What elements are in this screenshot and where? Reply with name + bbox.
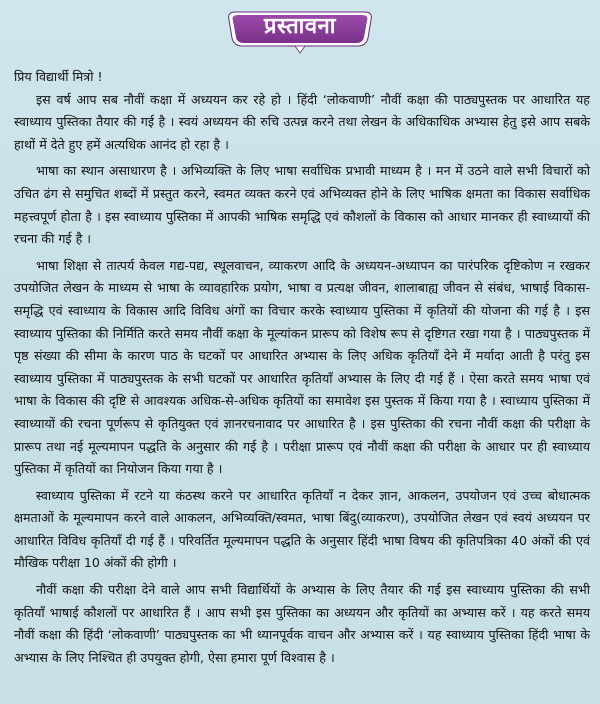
page-title: प्रस्तावना xyxy=(264,14,336,39)
paragraph-closing: नौवीं कक्षा की परीक्षा देने वाले आप सभी विद्यार्थियों के अभ्यास के लिए तैयार की गई इस स्वाध्याय पुस्तिका की सभी कृतियाँ भाषाई कौशलों पर आधारित हैं । आप सभी इस पुस्तिका का अध्ययन और कृतियों का अभ्यास करें । यह करते समय नौवीं कक्षा की हिंदी ‘लोकवाणी’ पाठ्यपुस्तक का भी ध्यानपूर्वक वाचन और अभ्यास करें । यह स्वाध्याय पुस्तिका हिंदी भाषा के अभ्यास के लिए निश्चित ही उपयुक्त होगी, ऐसा हमारा पूर्ण विश्वास है । xyxy=(14,582,591,665)
paragraph-language: भाषा का स्थान असाधारण है । अभिव्यक्ति के लिए भाषा सर्वाधिक प्रभावी माध्यम है । मन में उठने वाले सभी विचारों को उचित ढंग से समुचित शब्दों में प्रस्तुत करने, स्वमत व्यक्त करने एवं अभिव्यक्त होने के लिए भाषिक क्षमता का विकास सर्वाधिक महत्त्वपूर्ण होता है । इस स्वाध्याय पुस्तिका में आपकी भाषिक समृद्धि एवं कौशलों के विकास को आधार मानकर ही स्वाध्यायों की रचना की गई है । xyxy=(14,163,590,247)
title-banner xyxy=(225,8,375,54)
paragraph-evaluation: स्वाध्याय पुस्तिका में रटने या कंठस्थ करने पर आधारित कृतियाँ न देकर ज्ञान, आकलन, उपयोजन एवं उच्च बोधात्मक क्षमताओं के मूल्यमापन करने वाले आकलन, अभिव्यक्ति/स्वमत, भाषा बिंदु(व्याकरण), उपयोजित लेखन एवं स्वयं अध्ययन पर आधारित विविध कृतियाँ दी गई हैं । परिवर्तित मूल्यमापन पद्धति के अनुसार हिंदी भाषा विषय की कृतिपत्रिका 40 अंकों की एवं मौखिक परीक्षा 10 अंकों की होगी । xyxy=(14,487,590,571)
salutation: प्रिय विद्यार्थी मित्रो ! xyxy=(14,69,103,84)
preface-body xyxy=(12,66,590,673)
paragraph-intro: इस वर्ष आप सब नौवीं कक्षा में अध्ययन कर रहे हो । हिंदी ‘लोकवाणी’ नौवीं कक्षा की पाठ्यपुस्तक पर आधारित यह स्वाध्याय पुस्तिका तैयार की गई है । स्वयं अध्ययन की रुचि उत्पन्न करने तथा लेखन के अधिकाधिक अभ्यास हेतु इसे आप सबके हाथों में देते हुए हमें अत्यधिक आनंद हो रहा है । xyxy=(14,91,590,152)
paragraph-approach: भाषा शिक्षा से तात्पर्य केवल गद्य-पद्य, स्थूलवाचन, व्याकरण आदि के अध्ययन-अध्यापन का पारंपरिक दृष्टिकोण न रखकर उपयोजित लेखन के माध्यम से भाषा के व्यावहारिक प्रयोग, भाषा व प्रत्यक्ष जीवन, शालाबाह्य जीवन से संबंध, भाषाई विकास-समृद्धि एवं स्वाध्याय के विकास आदि विविध अंगों का विचार करके स्वाध्याय पुस्तिका में कृतियों की योजना की गई है । इस स्वाध्याय पुस्तिका की निर्मिति करते समय नौवीं कक्षा के मूल्यांकन प्रारूप को विशेष रूप से दृष्टिगत रखा गया है । पाठ्यपुस्तक में पृष्ठ संख्या की सीमा के कारण पाठ के घटकों पर आधारित अभ्यास के लिए अधिक कृतियाँ देने में मर्यादा आती है परंतु इस स्वाध्याय पुस्तिका में पाठ्यपुस्तक के सभी घटकों पर आधारित कृतियाँ अभ्यास के लिए दी गई हैं । ऐसा करते समय भाषा एवं भाषा के विकास की दृष्टि से आवश्यक अधिक-से-अधिक कृतियों का समावेश इस पुस्तक में किया गया है । स्वाध्याय पुस्तिका में स्वाध्यायों की रचना पूर्णरूप से कृतियुक्त एवं ज्ञानरचनावाद पर आधारित है । इस पुस्तिका की रचना नौवीं कक्षा की परीक्षा के प्रारूप तथा नई मूल्यमापन पद्धति के अनुसार की गई है । परीक्षा प्रारूप एवं नौवीं कक्षा की परीक्षा के आधार पर ही स्वाध्याय पुस्तिका में कृतियों का नियोजन किया गया है । xyxy=(14,257,590,477)
